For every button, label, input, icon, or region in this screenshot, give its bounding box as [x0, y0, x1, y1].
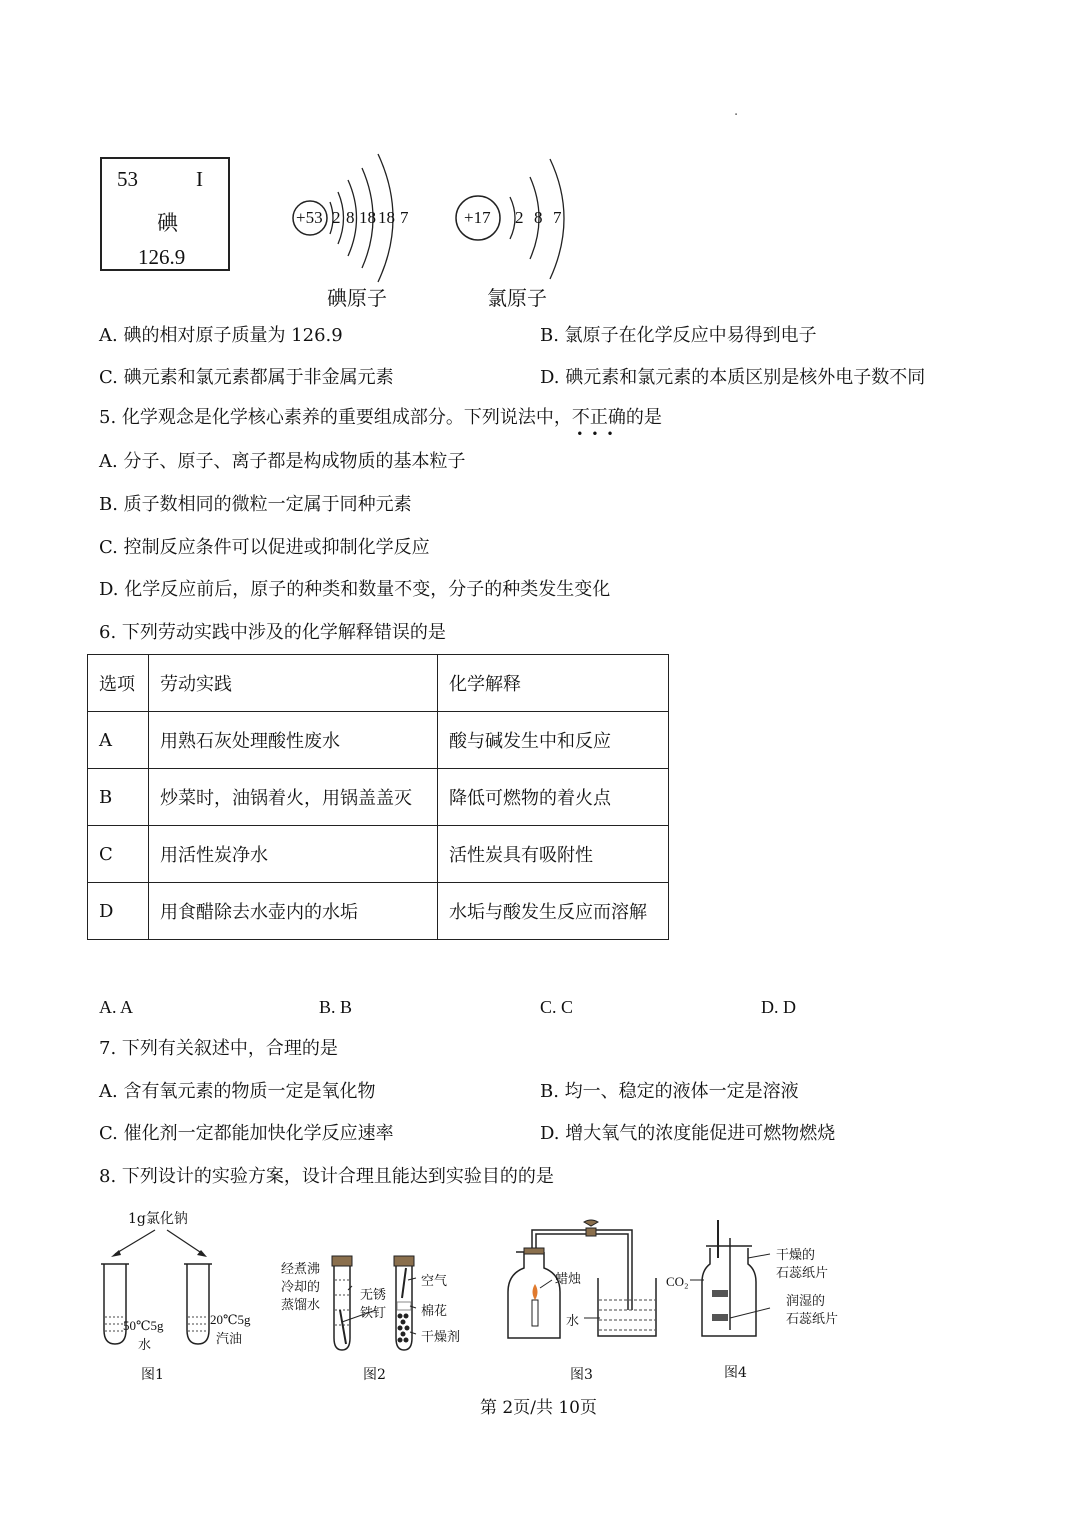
row-explanation: 水垢与酸发生反应而溶解	[438, 883, 669, 940]
row-option: D	[88, 883, 149, 940]
fig4-wet-label-2: 石蕊纸片	[786, 1312, 839, 1327]
iodine-shell-1: 2	[332, 208, 341, 227]
iodine-element-card	[100, 157, 230, 271]
row-explanation: 活性炭具有吸附性	[438, 826, 669, 883]
chlorine-shell-1: 2	[515, 208, 524, 227]
fig2-cotton-label: 棉花	[421, 1304, 448, 1319]
figure-3-diagram	[500, 1218, 670, 1342]
fig4-wet-label-1: 润湿的	[786, 1294, 826, 1309]
q5-option-b: B. 质子数相同的微粒一定属于同种元素	[99, 494, 412, 515]
header-option: 选项	[88, 655, 149, 712]
fig2-water-label-2: 冷却的	[281, 1280, 321, 1295]
header-practice: 劳动实践	[149, 655, 438, 712]
q5-emphasis: 不正确 •••	[571, 407, 626, 441]
iodine-atom-label: 碘原子	[327, 286, 387, 310]
iodine-shell-2: 8	[346, 208, 355, 227]
fig2-water-label-1: 经煮沸	[281, 1262, 321, 1277]
chlorine-nucleus: +17	[464, 208, 491, 227]
atomic-number: 53	[117, 167, 138, 191]
q6-answer-c: C. C	[540, 997, 574, 1017]
chlorine-atom-label: 氯原子	[487, 286, 547, 310]
iodine-nucleus: +53	[296, 208, 323, 227]
q4-option-d: D. 碘元素和氯元素的本质区别是核外电子数不同	[540, 367, 926, 388]
q4-option-a: A. 碘的相对原子质量为 126.9	[99, 325, 343, 346]
q4-option-c: C. 碘元素和氯元素都属于非金属元素	[99, 367, 394, 388]
table-row	[88, 826, 669, 883]
q5-stem	[99, 406, 662, 441]
row-practice: 用食醋除去水壶内的水垢	[149, 883, 438, 940]
q6-table	[87, 654, 669, 940]
row-option: B	[88, 769, 149, 826]
fig1-left-condition: 50℃5g	[123, 1318, 164, 1333]
q7-stem: 7. 下列有关叙述中，合理的是	[99, 1038, 338, 1059]
fig4-dry-label-1: 干燥的	[776, 1248, 816, 1263]
q8-stem: 8. 下列设计的实验方案，设计合理且能达到实验目的的是	[99, 1166, 554, 1187]
q7-option-d: D. 增大氧气的浓度能促进可燃物燃烧	[540, 1123, 836, 1144]
row-practice: 用活性炭净水	[149, 826, 438, 883]
row-practice: 炒菜时，油锅着火，用锅盖盖灭	[149, 769, 438, 826]
row-explanation: 降低可燃物的着火点	[438, 769, 669, 826]
q6-stem: 6. 下列劳动实践中涉及的化学解释错误的是	[99, 622, 446, 643]
q7-option-c: C. 催化剂一定都能加快化学反应速率	[99, 1123, 394, 1144]
q4-option-b: B. 氯原子在化学反应中易得到电子	[540, 325, 817, 346]
q6-answer-a: A. A	[99, 997, 134, 1017]
fig3-water-label: 水	[566, 1314, 580, 1329]
chlorine-shell-3: 7	[553, 208, 562, 227]
iodine-shell-5: 7	[400, 208, 409, 227]
fig1-caption: 图1	[141, 1367, 164, 1383]
table-row	[88, 883, 669, 940]
page-mark: .	[734, 104, 739, 119]
chlorine-shell-2: 8	[534, 208, 543, 227]
element-symbol: I	[196, 167, 203, 191]
q5-option-c: C. 控制反应条件可以促进或抑制化学反应	[99, 537, 430, 558]
fig4-caption: 图4	[724, 1365, 747, 1381]
q7-option-b: B. 均一、稳定的液体一定是溶液	[540, 1081, 799, 1102]
fig4-dry-label-2: 石蕊纸片	[776, 1266, 829, 1281]
figure-4-diagram	[690, 1218, 790, 1348]
element-name: 碘	[157, 211, 178, 235]
fig3-caption: 图3	[570, 1367, 593, 1383]
header-explanation: 化学解释	[438, 655, 669, 712]
table-row	[88, 769, 669, 826]
q5-option-a: A. 分子、原子、离子都是构成物质的基本粒子	[99, 451, 466, 472]
fig4-co2-label: CO₂	[666, 1274, 689, 1289]
fig1-right-condition: 20℃5g	[210, 1312, 251, 1327]
table-header-row	[88, 655, 669, 712]
fig1-right-solvent: 汽油	[216, 1332, 243, 1347]
fig1-left-solvent: 水	[138, 1338, 152, 1353]
row-option: A	[88, 712, 149, 769]
q6-answer-d: D. D	[761, 997, 796, 1017]
iodine-shell-3: 18	[359, 208, 376, 227]
q6-answer-b: B. B	[319, 997, 353, 1017]
row-option: C	[88, 826, 149, 883]
fig2-air-label: 空气	[421, 1274, 448, 1289]
fig2-desiccant-label: 干燥剂	[421, 1330, 461, 1345]
fig2-water-label-3: 蒸馏水	[281, 1298, 321, 1313]
fig2-caption: 图2	[363, 1367, 386, 1383]
q5-stem-end: 的是	[625, 407, 662, 428]
iodine-shell-4: 18	[378, 208, 395, 227]
table-row	[88, 712, 669, 769]
fig1-sodium-chloride-label: 1g氯化钠	[128, 1211, 188, 1227]
page-footer: 第 2页/共 10页	[480, 1398, 597, 1418]
atomic-mass: 126.9	[138, 245, 186, 269]
q7-option-a: A. 含有氧元素的物质一定是氧化物	[99, 1081, 376, 1102]
fig2-nail-label-2: 铁钉	[360, 1306, 387, 1321]
q5-stem-start: 5. 化学观念是化学核心素养的重要组成部分。下列说法中，	[99, 407, 572, 428]
fig3-candle-label: 蜡烛	[555, 1272, 582, 1287]
row-explanation: 酸与碱发生中和反应	[438, 712, 669, 769]
q5-option-d: D. 化学反应前后，原子的种类和数量不变，分子的种类发生变化	[99, 579, 611, 600]
fig2-nail-label-1: 无锈	[360, 1288, 387, 1303]
row-practice: 用熟石灰处理酸性废水	[149, 712, 438, 769]
